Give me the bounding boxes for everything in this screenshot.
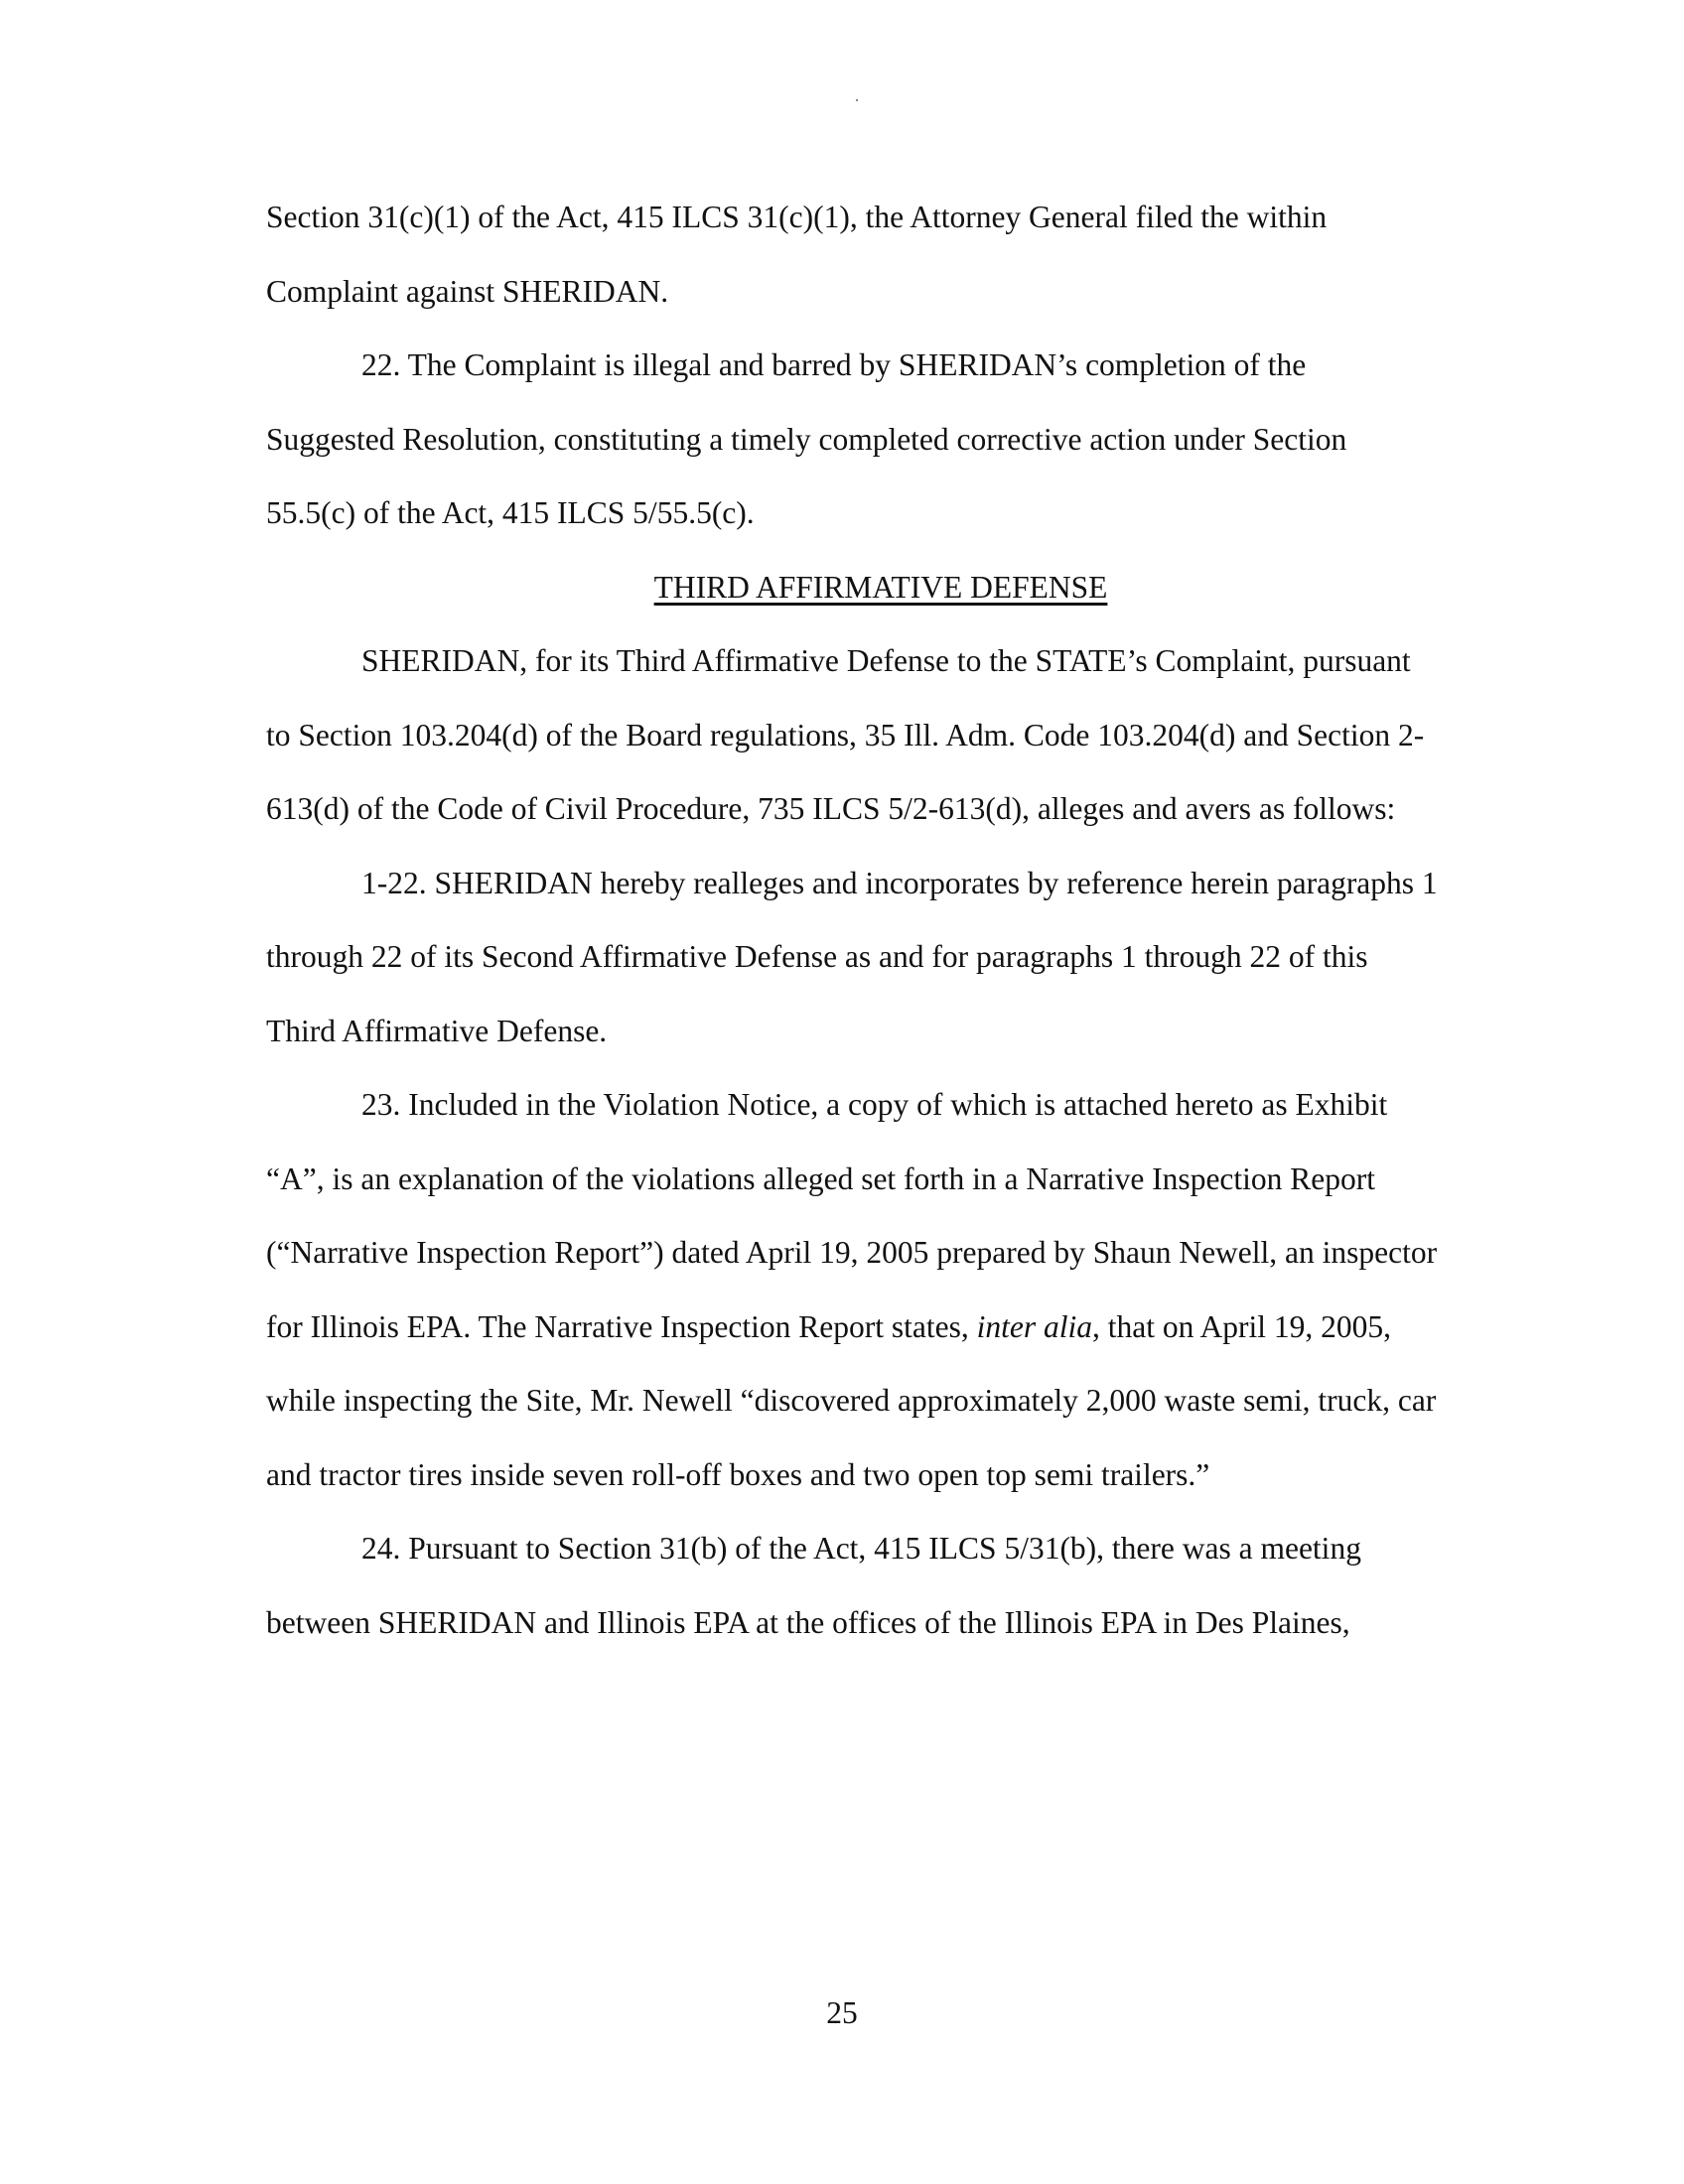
paragraph-24: 24. Pursuant to Section 31(b) of the Act, 415 ILCS 5/31(b), there was a meeting between SHERIDAN and Illinois EPA at the offices of the Illinois EPA in Des Plaines,: [266, 1531, 1361, 1640]
scan-speck: [856, 99, 858, 101]
paragraph-22: 22. The Complaint is illegal and barred by SHERIDAN’s completion of the Suggested Resolution, constituting a timely completed corrective action under Section 55.5(c) of the Act, 415 ILCS 5/55.5(c).: [266, 347, 1347, 530]
paragraph-intro: SHERIDAN, for its Third Affirmative Defense to the STATE’s Complaint, pursuant to Section 103.204(d) of the Board regulations, 35 Ill. Adm. Code 103.204(d) and Section 2-613(d) of the Code of Civil Procedure, 735 ILCS 5/2-613(d), alleges and avers as follows:: [266, 643, 1425, 826]
paragraph-23-text-b: , that on April 19, 2005, while inspecting the Site, Mr. Newell “discovered approximately 2,000 waste semi, truck, car and tractor tires inside seven roll-off boxes and two open top semi trailers.”: [266, 1308, 1437, 1492]
body-text: [266, 181, 1438, 1660]
paragraph-continuation: Section 31(c)(1) of the Act, 415 ILCS 31(c)(1), the Attorney General filed the within Complaint against SHERIDAN.: [266, 200, 1328, 309]
section-heading: THIRD AFFIRMATIVE DEFENSE: [653, 569, 1108, 605]
paragraph-23: [266, 1068, 1438, 1512]
paragraph-1-22: 1-22. SHERIDAN hereby realleges and incorporates by reference herein paragraphs 1 through 22 of its Second Affirmative Defense as and for paragraphs 1 through 22 of this Third Affirmative Defense.: [266, 865, 1438, 1048]
paragraph-23-italic: inter alia: [976, 1308, 1092, 1344]
page-number: 25: [826, 1995, 858, 2030]
paragraph-23-text-a: 23. Included in the Violation Notice, a copy of which is attached hereto as Exhibit “A”, is an explanation of the violations alleged set forth in a Narrative Inspection Report (“Narrative Inspection Report”) dated April 19, 2005 prepared by Shaun Newell, an inspector for Illinois EPA. The Narrative Inspection Report states,: [266, 1087, 1438, 1344]
